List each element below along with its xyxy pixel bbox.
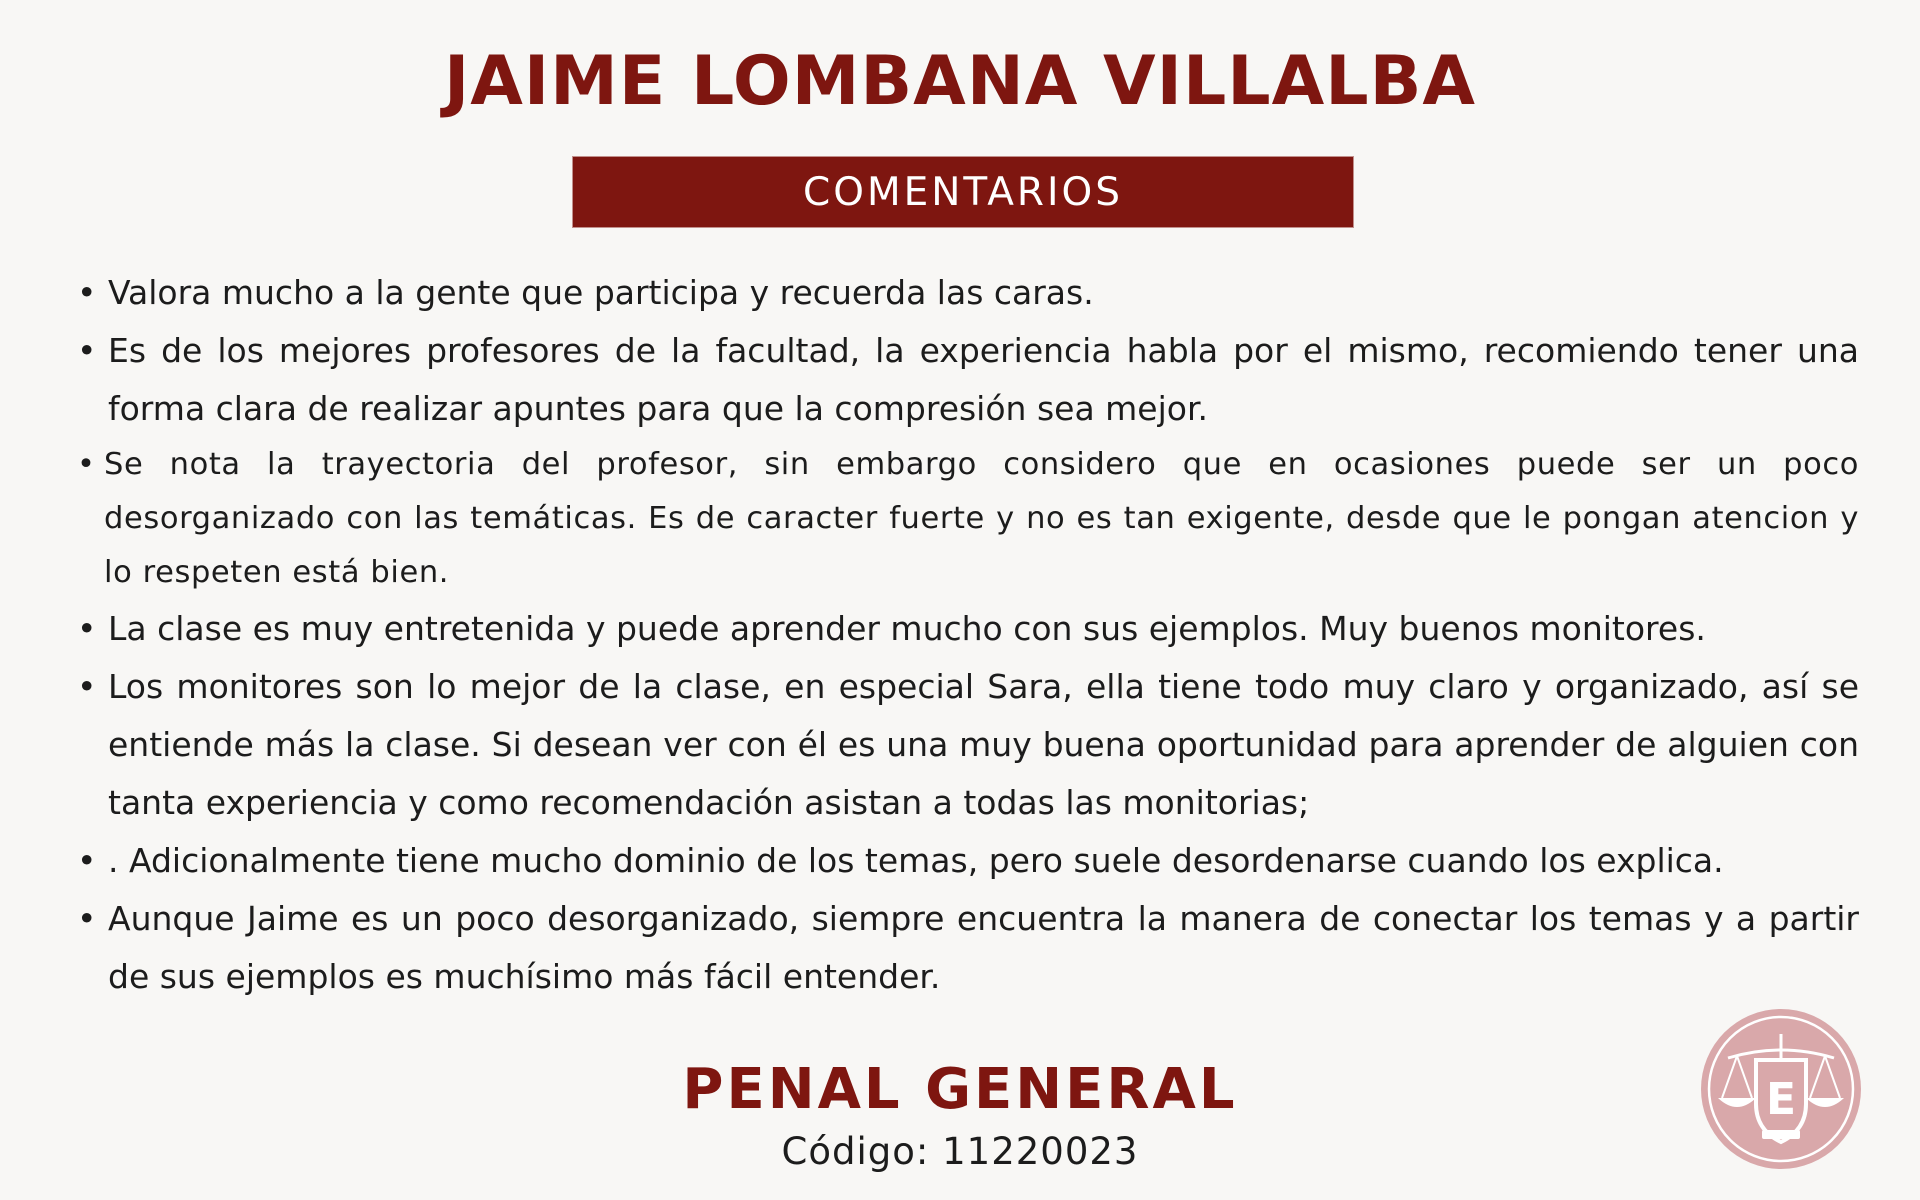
comment-text: Aunque Jaime es un poco desorganizado, siempre encuentra la manera de conectar los temas y a partir de sus ejemplos es muchísimo más fácil entender. <box>108 899 1859 996</box>
bullet-icon: • <box>77 447 96 482</box>
bullet-icon: • <box>77 667 97 706</box>
section-banner <box>572 156 1354 228</box>
bullet-icon: • <box>77 331 97 370</box>
comment-item <box>74 438 1859 600</box>
comments-list <box>74 264 1859 1006</box>
comment-text: Se nota la trayectoria del profesor, sin embargo considero que en ocasiones puede ser un poco desorganizado con las temáticas. Es de caracter fuerte y no es tan exigente, desde que le pongan atencion y lo respeten está bien. <box>104 447 1859 590</box>
comment-text: . Adicionalmente tiene mucho dominio de los temas, pero suele desordenarse cuando los explica. <box>108 841 1724 880</box>
comment-text: Valora mucho a la gente que participa y recuerda las caras. <box>108 273 1094 312</box>
comment-item <box>74 832 1859 890</box>
comment-text: Los monitores son lo mejor de la clase, en especial Sara, ella tiene todo muy claro y organizado, así se entiende más la clase. Si desean ver con él es una muy buena oportunidad para aprender de alguien con tanta experiencia y como recomendación asistan a todas las monitorias; <box>108 667 1859 822</box>
comment-item <box>74 264 1859 322</box>
seal-letter: E <box>1765 1074 1797 1125</box>
comment-item <box>74 890 1859 1006</box>
bullet-icon: • <box>77 273 97 312</box>
scales-of-justice-seal-icon <box>1700 1008 1862 1170</box>
page-title: JAIME LOMBANA VILLALBA <box>443 42 1477 121</box>
comment-text: La clase es muy entretenida y puede aprender mucho con sus ejemplos. Muy buenos monitores. <box>108 609 1706 648</box>
comment-item <box>74 658 1859 832</box>
bullet-icon: • <box>77 841 97 880</box>
bullet-icon: • <box>77 609 97 648</box>
comment-item <box>74 322 1859 438</box>
course-code: Código: 11220023 <box>781 1130 1139 1173</box>
bullet-icon: • <box>77 899 97 938</box>
comment-item <box>74 600 1859 658</box>
comment-text: Es de los mejores profesores de la facultad, la experiencia habla por el mismo, recomiendo tener una forma clara de realizar apuntes para que la compresión sea mejor. <box>108 331 1859 428</box>
course-name: PENAL GENERAL <box>682 1057 1238 1122</box>
section-banner-label: COMENTARIOS <box>803 169 1123 215</box>
